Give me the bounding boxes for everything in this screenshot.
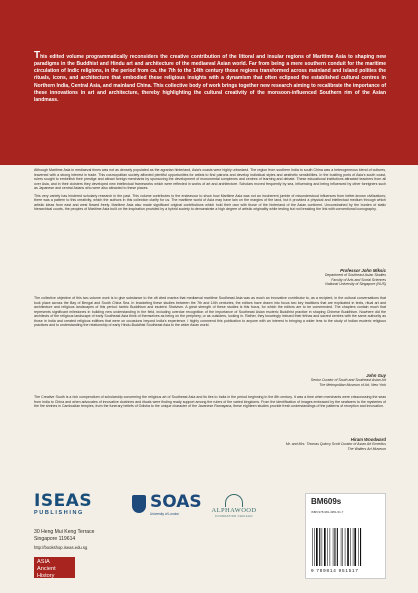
alphawood-subtitle: FOUNDATION CHICAGO [215, 514, 253, 518]
category-line-1: ASIA [37, 559, 50, 565]
isbn-line-1: ISBN 978-981-4951-51-7 [311, 510, 344, 514]
category-tag [34, 557, 75, 578]
review-3-line-1: Mr. and Mrs. Thomas Quincy Scott Curator of Asian Art Emeritus [285, 442, 386, 447]
address-line-1: 30 Heng Mui Keng Terrace [34, 529, 95, 535]
review-1-attribution [325, 269, 386, 287]
review-2-attribution [311, 374, 386, 387]
alphawood-logo [206, 494, 262, 518]
review-2-name: John Guy [366, 373, 386, 378]
review-1-paragraph-2: This very variety has hindered scholarly research in the past. This volume contributes to the endeavour to show how Maritime Asia was not an incoherent jumble of misunderstood influences from better-known civilizations; there was a pattern to this creativity, which the authors in this collection clarify for us. The maritime world of Asia may have lain on the margins of the land, but it provided a physical and intellectual medium through which artistic ideas from east and west flowed freely. Maritime Asia also made significant original contributions which hold their own with those of the hinterland of the Asian continent. Unconstrained by the burden of static hierarchical courts, the peoples of Maritime Asia built on the inspiration provided by a hybrid society to demonstrate a high degree of artistic originality while testing but not breaking the link with conventional iconography. [34, 193, 386, 211]
blurb-dropcap: T [34, 50, 41, 61]
review-2-line-2: The Metropolitan Museum of Art, New York [319, 382, 386, 387]
bookshop-link[interactable]: http://bookshop.iseas.edu.sg [34, 544, 88, 550]
review-3-paragraph-1: The Creative South is a rich compendium of scholarship concerning the religious art of Southeast Asia and its ties to India in the period beginning in the 8th century. It was a time when merchants were crisscrossing the seas from India to China and when advocates of innovative doctrines and rituals were finding ready support among the rulers of the varied kingdoms. From the identification of images embraced by the seafarers to the mysteries of the fire shrines in Cambodian temples, from the funerary beliefs of Odisha to the unique character of the Javanese Ramayana, these eighteen studies provide fresh understandings of the patterns of reception and innovation. [34, 395, 386, 408]
alphawood-wordmark: ALPHAWOOD [211, 507, 257, 514]
barcode-icon [311, 528, 378, 566]
iseas-logo [34, 493, 92, 516]
review-2-line-1: Senior Curator of South and Southeast Asian Art [310, 378, 386, 383]
review-3 [34, 395, 386, 409]
review-2 [34, 296, 386, 328]
soas-subtitle: University of London [150, 512, 180, 516]
publisher-logos [34, 493, 264, 523]
blurb-body: his edited volume programmatically reconsiders the creative contribution of the littoral and insular regions of Maritime Asia to shaping new paradigms in the Buddhist and Hindu art and architecture of the mediaeval Asian world. Far from being a mere southern conduit for the maritime circulation of Indic religions, in the period from ca. the 7th to the 14th century those regions transformed across mainland and island polities the rituals, icons, and architecture that embodied these religious insights with a dynamism that often eclipsed the established cultural centres in Northern India, Central Asia, and mainland China. This collective body of work brings together new research aiming to recalibrate the importance of these innovations in art and architecture, thereby highlighting the cultural creativity of the monsoon-influenced Southern rim of the Asian landmass. [34, 54, 386, 103]
review-1-paragraph-1: Although Maritime Asia in mediaeval times was not as densely populated as the agrarian hinterland, Asia's coasts were highly urbanized. The region from southern India to south China was a heterogeneous blend of cultures, leavened with a strong interest in trade. This cosmopolitan society afforded plentiful opportunities for artists to find patrons and develop individual styles and aesthetic sensibilities. In the bustling ports of Asia's south coast, rulers sought to embellish their prestige and attract foreign merchants by sponsoring the development of monumental complexes and centres of learning and debate. These educational institutions attracted teachers from all over Asia, and in their cloisters they developed new intellectual frameworks which were reflected in works of art and architecture. Scholars moved frequently by sea, influencing and being influenced by other foreigners such as Japanese and central Asians who were also attracted to these places. [34, 168, 386, 190]
review-1 [34, 168, 386, 212]
category-line-2: Ancient History [37, 566, 56, 579]
review-3-line-2: The Walters Art Museum [347, 446, 386, 451]
iseas-subtitle: PUBLISHING [34, 510, 84, 516]
address-line-2: Singapore 119614 [34, 536, 76, 543]
review-1-name: Professor John Miksic [340, 268, 386, 273]
iseas-wordmark: ISEAS [34, 491, 93, 511]
alphawood-arch-icon [225, 494, 243, 507]
review-2-paragraph-1: The collective objective of this two-volume work is to give substance to the oft cited mantra that mediaeval maritime Southeast Asia was as much an innovative contributor to, as a recipient, in the cultural conversations that took place across the Bay of Bengal and South China Sea. In bracketing these studies between the 7th and 14th centuries, the editors have drawn into focus two key traditions that are explicated in texts, ritual art and architecture and religious landscapes of this period: tantric Buddhism and esoteric Shaivism. A great strength of these studies is this focus, for which the editors are to be commended. The chapters contain much that represents significant milestones in building new understanding in the field, including overdue recognition of the importance of Southeast Asian esoteric Buddhist practice in shaping Chinese Buddhism. Nowhere did the architects of the religious landscape of early Southeast Asia think of themselves as being on the periphery, or as outsiders, looking in. Rather, they knowingly imbued their tirthas and sacred centres with the same authority as those in India and created religious edifices that were on occasions beyond India's experience. I highly commend this publication to anyone with an interest in bringing a wider lens to the study of Indian esoteric religious practices and to understanding the relationship of early Hindu-Buddhist Southeast Asia to the wider Asian world. [34, 296, 386, 327]
blurb-text [34, 52, 386, 104]
review-1-line-2: Faculty of Arts and Social Sciences [331, 277, 386, 282]
review-3-attribution [286, 438, 386, 451]
soas-crest-icon [132, 495, 146, 513]
review-1-line-1: Department of Southeast Asian Studies [324, 273, 386, 278]
publisher-address [34, 529, 95, 551]
review-3-name: Hiram Woodward [350, 437, 386, 442]
soas-wordmark: SOAS [150, 492, 202, 512]
barcode-number: 9 789814 951517 [311, 568, 359, 573]
catalogue-code: BM609s [311, 497, 342, 506]
review-1-line-3: National University of Singapore (NUS) [325, 282, 386, 287]
